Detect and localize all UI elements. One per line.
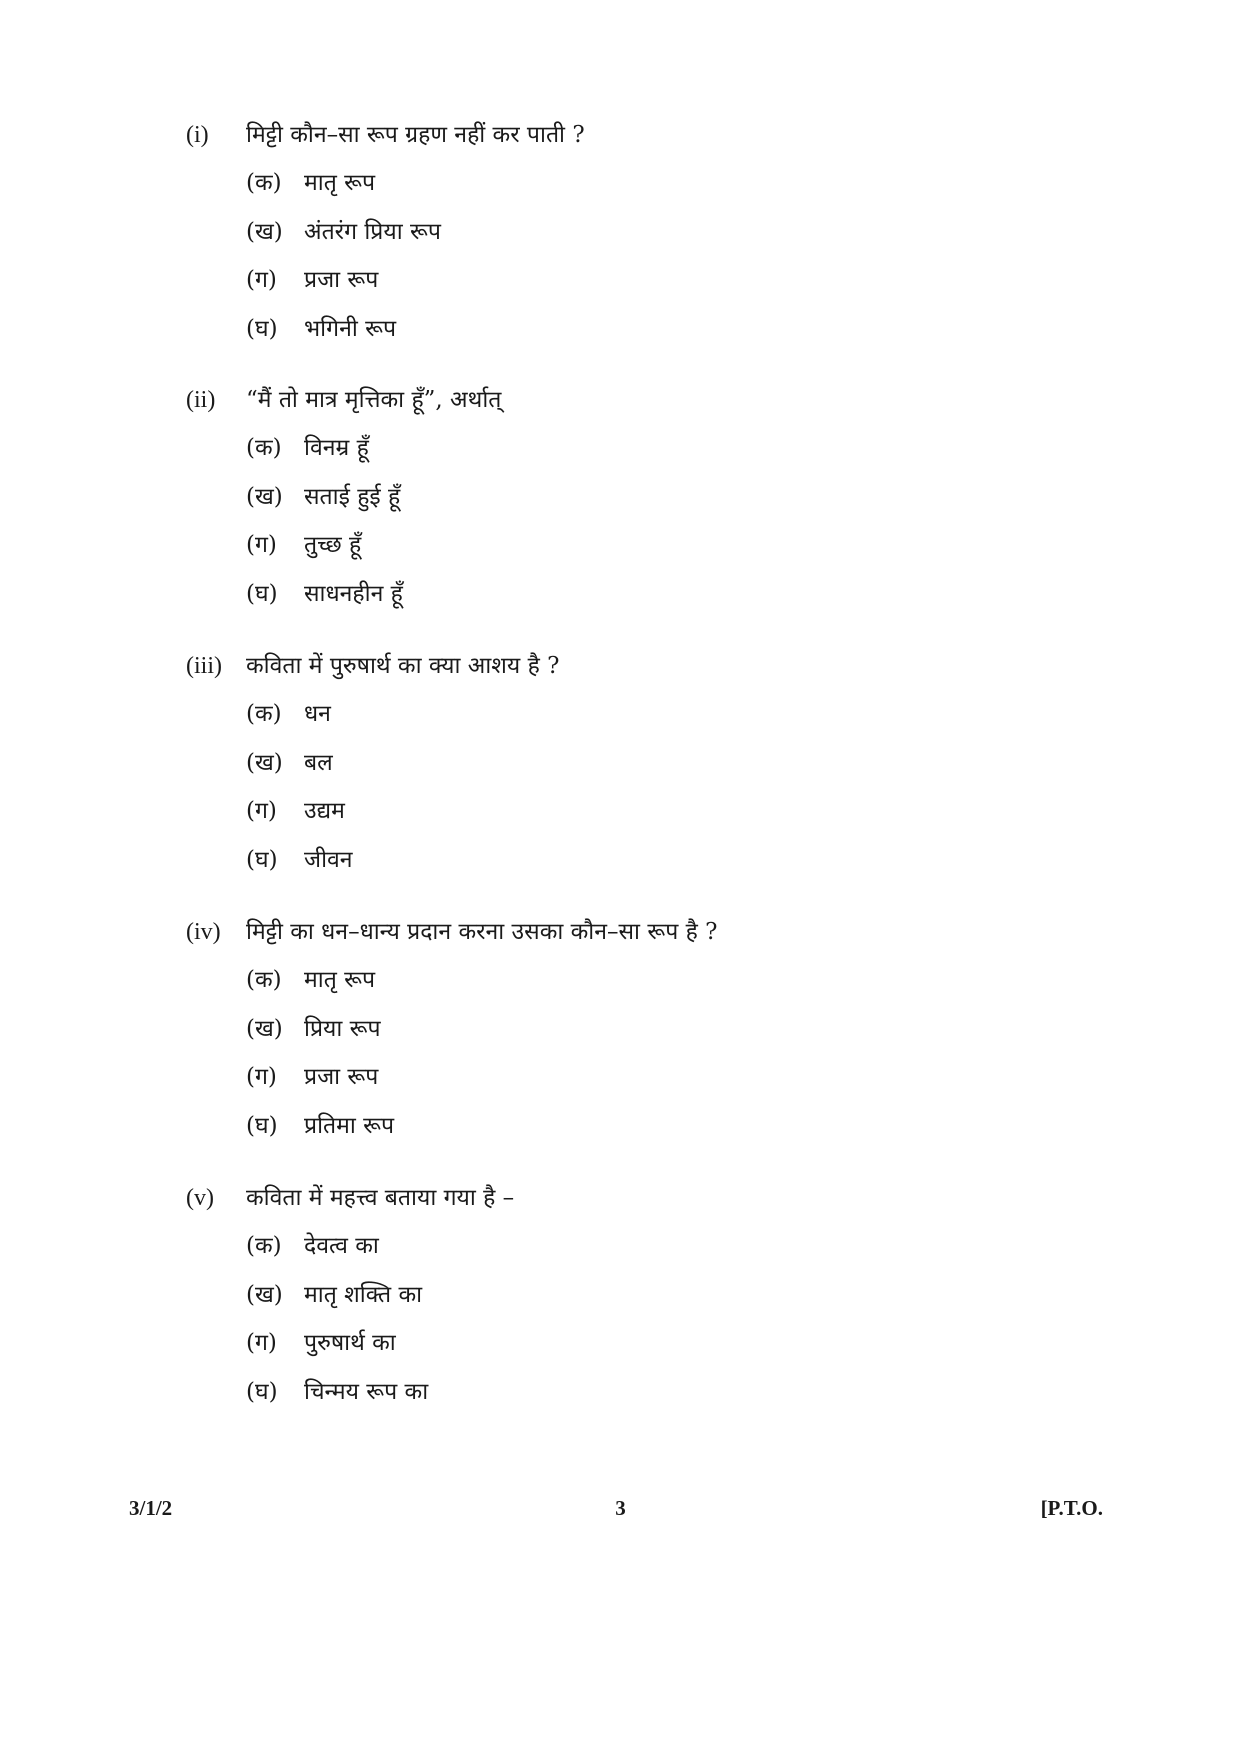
option-gha xyxy=(246,1108,1086,1157)
option-gha xyxy=(246,1374,1086,1423)
option-kha xyxy=(246,1011,1086,1060)
option-ga xyxy=(246,793,1086,842)
page-number: 3 xyxy=(615,1496,626,1520)
question-number: (iv) xyxy=(186,919,221,945)
option-label: (क) xyxy=(246,1233,282,1259)
option-text: चिन्मय रूप का xyxy=(304,1378,429,1405)
option-kha xyxy=(246,214,1086,263)
option-text: भगिनी रूप xyxy=(304,315,397,342)
option-ka xyxy=(246,696,1086,745)
option-text: प्रजा रूप xyxy=(304,1064,379,1090)
option-text: धन xyxy=(304,701,331,727)
paper-code: 3/1/2 xyxy=(129,1496,173,1520)
question-number: (i) xyxy=(186,122,209,148)
option-text: पुरुषार्थ का xyxy=(304,1330,396,1356)
option-text: अंतरंग प्रिया रूप xyxy=(304,218,441,245)
options-list xyxy=(246,165,1086,359)
option-label: (घ) xyxy=(246,846,278,873)
option-label: (ख) xyxy=(246,218,283,245)
question-text: मिट्टी का धन–धान्य प्रदान करना उसका कौन–सा रूप है ? xyxy=(246,919,718,945)
option-label: (घ) xyxy=(246,580,278,607)
option-label: (ग) xyxy=(246,267,277,293)
please-turn-over: [P.T.O. xyxy=(1040,1496,1103,1520)
option-gha xyxy=(246,842,1086,891)
option-text: जीवन xyxy=(304,846,353,873)
option-ka xyxy=(246,1228,1086,1277)
option-text: तुच्छ हूँ xyxy=(304,532,362,558)
options-list xyxy=(246,696,1086,890)
question-number: (ii) xyxy=(186,387,216,413)
option-text: उद्यम xyxy=(304,798,345,824)
option-label: (क) xyxy=(246,170,282,196)
question-3 xyxy=(186,648,1086,890)
option-kha xyxy=(246,745,1086,794)
question-1 xyxy=(186,117,1086,359)
option-label: (ख) xyxy=(246,483,283,510)
options-list xyxy=(246,1228,1086,1422)
option-label: (क) xyxy=(246,435,282,461)
option-text: मातृ रूप xyxy=(304,170,376,196)
option-label: (क) xyxy=(246,701,282,727)
question-4 xyxy=(186,914,1086,1156)
option-text: देवत्व का xyxy=(304,1233,379,1259)
question-5 xyxy=(186,1180,1086,1422)
option-text: विनम्र हूँ xyxy=(304,435,369,461)
option-ka xyxy=(246,962,1086,1011)
option-label: (घ) xyxy=(246,315,278,342)
option-text: बल xyxy=(304,749,333,776)
question-2 xyxy=(186,382,1086,624)
option-label: (घ) xyxy=(246,1378,278,1405)
question-number: (iii) xyxy=(186,653,222,679)
options-list xyxy=(246,962,1086,1156)
question-text: कविता में महत्त्व बताया गया है – xyxy=(246,1185,515,1211)
option-ga xyxy=(246,1325,1086,1374)
option-label: (घ) xyxy=(246,1112,278,1139)
option-ka xyxy=(246,165,1086,214)
question-text: कविता में पुरुषार्थ का क्या आशय है ? xyxy=(246,653,560,679)
option-gha xyxy=(246,311,1086,360)
option-label: (ख) xyxy=(246,1281,283,1308)
question-text: मिट्टी कौन–सा रूप ग्रहण नहीं कर पाती ? xyxy=(246,122,585,148)
page-footer xyxy=(0,1496,1241,1526)
option-label: (ख) xyxy=(246,1015,283,1042)
option-ka xyxy=(246,430,1086,479)
option-text: प्रजा रूप xyxy=(304,267,379,293)
option-ga xyxy=(246,1059,1086,1108)
option-label: (क) xyxy=(246,967,282,993)
option-gha xyxy=(246,576,1086,625)
question-number: (v) xyxy=(186,1185,214,1211)
option-kha xyxy=(246,1277,1086,1326)
option-text: साधनहीन हूँ xyxy=(304,580,403,607)
option-label: (ग) xyxy=(246,798,277,824)
option-ga xyxy=(246,262,1086,311)
option-ga xyxy=(246,527,1086,576)
option-text: मातृ रूप xyxy=(304,967,376,993)
option-label: (ख) xyxy=(246,749,283,776)
question-text: “मैं तो मात्र मृत्तिका हूँ”, अर्थात् xyxy=(246,387,502,413)
options-list xyxy=(246,430,1086,624)
option-label: (ग) xyxy=(246,1330,277,1356)
option-label: (ग) xyxy=(246,532,277,558)
option-text: सताई हुई हूँ xyxy=(304,483,401,510)
option-text: प्रतिमा रूप xyxy=(304,1112,395,1139)
option-kha xyxy=(246,479,1086,528)
option-label: (ग) xyxy=(246,1064,277,1090)
option-text: प्रिया रूप xyxy=(304,1015,381,1042)
option-text: मातृ शक्ति का xyxy=(304,1281,423,1308)
